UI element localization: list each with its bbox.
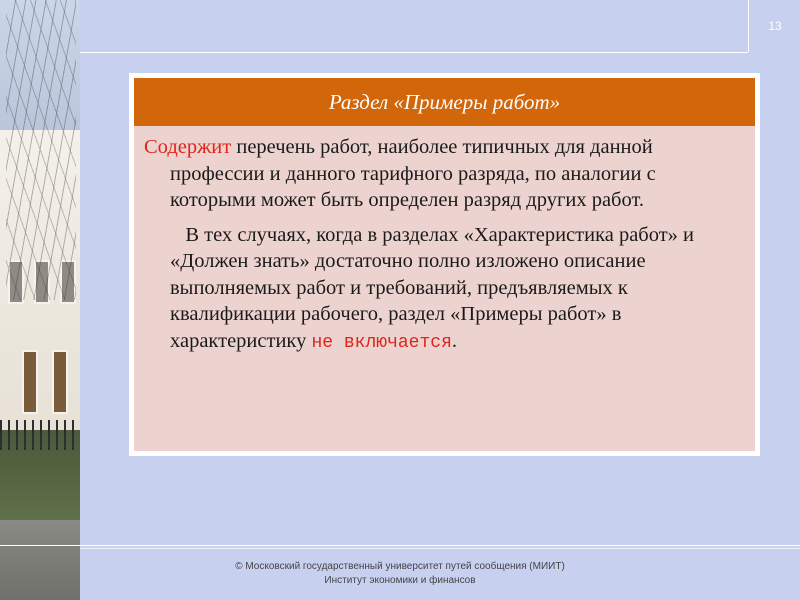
fence-shape xyxy=(0,420,80,450)
footer-line-2: Институт экономики и финансов xyxy=(324,575,476,586)
paragraph-1 xyxy=(144,134,737,214)
tree-branches xyxy=(6,0,76,300)
content-panel xyxy=(129,73,760,456)
paragraph-1-text: перечень работ, наиболее типичных для данной профессии и данного тарифного разряда, по аналогии с которыми может быть определен разряд других работ. xyxy=(170,136,656,211)
paragraph-2-text: В тех случаях, когда в разделах «Характеристика работ» и «Должен знать» достаточно полно изложено описание выполняемых работ и требований, предъявляемых к квалификации рабочего, раздел «Примеры работ» в характеристику xyxy=(170,223,695,352)
highlight-contains: Содержит xyxy=(144,136,232,158)
side-photo xyxy=(0,0,80,600)
bottom-divider-secondary xyxy=(80,548,800,549)
highlight-not-included: не включается xyxy=(311,332,452,353)
bottom-divider xyxy=(0,545,800,546)
page-number: 13 xyxy=(748,0,800,52)
panel-body xyxy=(134,126,755,451)
panel-title: Раздел «Примеры работ» xyxy=(134,78,755,126)
paragraph-2 xyxy=(170,222,737,357)
top-divider xyxy=(80,52,748,53)
ground-shape xyxy=(0,520,80,600)
footer xyxy=(120,560,680,588)
footer-line-1: © Московский государственный университет путей сообщения (МИИТ) xyxy=(235,561,565,572)
door-shape xyxy=(22,350,38,414)
door-shape xyxy=(52,350,68,414)
paragraph-2-end: . xyxy=(451,329,458,352)
